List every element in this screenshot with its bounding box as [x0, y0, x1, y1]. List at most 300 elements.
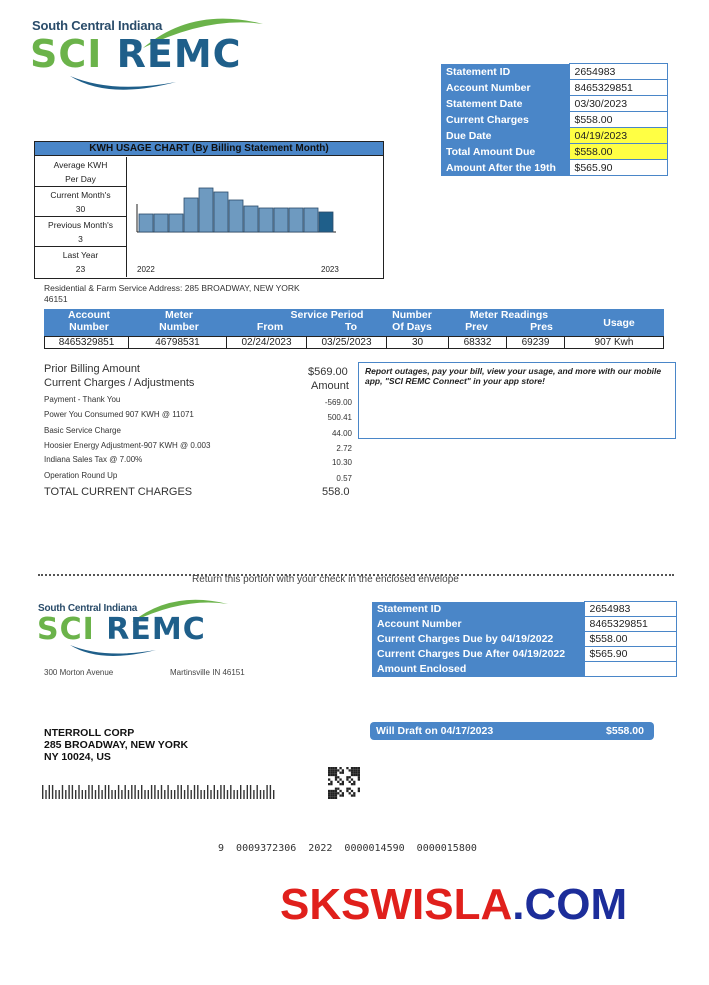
qr-module — [353, 781, 355, 783]
qr-module — [349, 792, 351, 794]
barcode-bar — [217, 790, 218, 799]
qr-module — [349, 769, 351, 771]
kwh-chart-title: KWH USAGE CHART (By Billing Statement Month) — [35, 142, 383, 156]
qr-module — [351, 772, 353, 774]
return-label: Current Charges Due After 04/19/2022 — [372, 647, 584, 662]
barcode-bar — [131, 785, 132, 799]
kwh-bar — [214, 192, 228, 232]
qr-module — [358, 788, 360, 790]
amount-header: Amount — [311, 380, 349, 392]
charge-item-label: Payment - Thank You — [44, 395, 121, 404]
return-label: Statement ID — [372, 602, 584, 617]
qr-module — [358, 769, 360, 771]
barcode-bar — [207, 785, 208, 799]
kwh-stat-value: 3 — [78, 233, 83, 244]
kwh-stat-value: 23 — [75, 264, 86, 274]
return-row — [372, 602, 676, 617]
barcode-bar — [72, 785, 73, 799]
hdr-pres: Pres — [530, 321, 553, 333]
statement-value: 04/19/2023 — [569, 128, 667, 144]
cut-line-text: Return this portion with your check in the enclosed envelope — [192, 574, 459, 585]
qr-module — [346, 778, 348, 780]
qr-module — [328, 783, 330, 785]
hdr-meter — [134, 309, 224, 333]
barcode-bar — [174, 790, 175, 799]
service-address — [44, 283, 300, 305]
qr-module — [330, 767, 332, 769]
qr-module — [333, 797, 335, 799]
statement-value: $565.90 — [569, 160, 667, 176]
qr-module — [358, 774, 360, 776]
kwh-bar — [304, 208, 318, 232]
barcode-bar — [167, 785, 168, 799]
statement-value: 8465329851 — [569, 80, 667, 96]
val-pres: 69239 — [507, 337, 565, 349]
scan-line: 9 0009372306 2022 0000014590 0000015800 — [218, 843, 477, 854]
return-value[interactable] — [584, 662, 676, 677]
hdr-days — [380, 309, 444, 333]
qr-module — [355, 772, 357, 774]
barcode-bar — [273, 790, 274, 799]
qr-module — [358, 772, 360, 774]
kwh-bar — [154, 214, 168, 232]
logo-sci: SCI — [30, 32, 103, 76]
barcode-bar — [230, 785, 231, 799]
barcode-bar — [115, 790, 116, 799]
barcode-bar — [266, 785, 267, 799]
qr-module — [337, 788, 339, 790]
kwh-bar — [259, 208, 273, 232]
barcode-bar — [65, 790, 66, 799]
qr-module — [351, 769, 353, 771]
barcode-bar — [141, 785, 142, 799]
qr-module — [330, 783, 332, 785]
hdr-days-1: Number — [392, 309, 432, 321]
qr-module — [335, 769, 337, 771]
return-address-right: Martinsville IN 46151 — [170, 668, 245, 677]
qr-module — [330, 794, 332, 796]
barcode-bar — [75, 790, 76, 799]
qr-module — [335, 792, 337, 794]
qr-module — [351, 778, 353, 780]
qr-module — [353, 792, 355, 794]
qr-module — [339, 772, 341, 774]
qr-module — [330, 792, 332, 794]
qr-code-icon — [328, 767, 360, 799]
qr-module — [339, 767, 341, 769]
kwh-stat-label2: Per Day — [65, 173, 96, 184]
qr-module — [335, 767, 337, 769]
qr-module — [349, 788, 351, 790]
barcode-bar — [144, 790, 145, 799]
barcode-bar — [49, 785, 50, 799]
company-logo — [28, 10, 268, 100]
barcode-bar — [240, 785, 241, 799]
qr-module — [335, 776, 337, 778]
barcode-bar — [194, 785, 195, 799]
qr-module — [335, 774, 337, 776]
statement-info-table — [441, 63, 668, 176]
qr-module — [358, 776, 360, 778]
account-table-header — [44, 309, 664, 337]
qr-module — [339, 783, 341, 785]
charge-item-label: Indiana Sales Tax @ 7.00% — [44, 455, 143, 464]
return-logo-remc: REMC — [106, 612, 206, 647]
qr-module — [335, 797, 337, 799]
return-value: $558.00 — [584, 632, 676, 647]
draft-bar — [370, 722, 654, 740]
statement-label: Total Amount Due — [441, 144, 569, 160]
barcode-bar — [95, 790, 96, 799]
barcode-bar — [42, 785, 43, 799]
kwh-stat-label: Current Month's — [50, 189, 111, 200]
kwh-x-end: 2023 — [321, 265, 339, 274]
customer-line1: NTERROLL CORP — [44, 727, 135, 739]
kwh-stat-label: Average KWH — [53, 159, 108, 170]
qr-module — [330, 790, 332, 792]
kwh-bar — [199, 188, 213, 232]
qr-module — [358, 790, 360, 792]
qr-module — [346, 790, 348, 792]
barcode-bar — [260, 790, 261, 799]
hdr-account-2: Number — [69, 321, 109, 333]
return-logo-wordmark — [37, 614, 206, 646]
watermark — [280, 880, 627, 930]
qr-module — [328, 792, 330, 794]
barcode-bar — [78, 785, 79, 799]
statement-row — [441, 64, 667, 80]
charge-item-value: 2.72 — [336, 444, 352, 453]
return-logo-top-text: South Central Indiana — [38, 603, 138, 614]
kwh-bar — [319, 212, 333, 232]
charge-item-label: Operation Round Up — [44, 471, 118, 480]
barcode-bar — [200, 790, 201, 799]
barcode-bar — [125, 785, 126, 799]
barcode-bar — [270, 785, 271, 799]
barcode-bar — [204, 790, 205, 799]
qr-module — [328, 794, 330, 796]
customer-address — [44, 727, 188, 763]
kwh-stat-label: Last Year — [62, 250, 99, 260]
barcode-bar — [134, 785, 135, 799]
return-value: 2654983 — [584, 602, 676, 617]
qr-module — [342, 781, 344, 783]
qr-module — [330, 774, 332, 776]
statement-label: Due Date — [441, 128, 569, 144]
qr-module — [353, 783, 355, 785]
watermark-red: SKSWISLA — [280, 880, 513, 929]
hdr-meter-1: Meter — [164, 309, 193, 321]
draft-label: Will Draft on 04/17/2023 — [376, 725, 494, 737]
statement-value: $558.00 — [569, 112, 667, 128]
return-address-left: 300 Morton Avenue — [44, 668, 114, 677]
val-prev: 68332 — [449, 337, 507, 349]
barcode-bar — [187, 785, 188, 799]
postal-barcode-icon — [42, 785, 282, 799]
kwh-stat-last-year — [35, 247, 127, 277]
barcode-bar — [68, 785, 69, 799]
qr-module — [342, 792, 344, 794]
kwh-usage-chart — [34, 141, 384, 279]
service-address-line2: 46151 — [44, 294, 68, 304]
total-charges-label: TOTAL CURRENT CHARGES — [44, 486, 193, 498]
barcode-bar — [164, 790, 165, 799]
charge-item-value: 10.30 — [331, 458, 352, 467]
qr-module — [330, 797, 332, 799]
charge-item-label: Hoosier Energy Adjustment-907 KWH @ 0.003 — [44, 441, 211, 450]
qr-module — [335, 788, 337, 790]
return-info-table — [372, 601, 677, 677]
qr-module — [330, 772, 332, 774]
qr-module — [333, 790, 335, 792]
barcode-bar — [247, 785, 248, 799]
hdr-from: From — [256, 321, 284, 333]
barcode-bar — [214, 785, 215, 799]
return-value: $565.90 — [584, 647, 676, 662]
qr-module — [328, 774, 330, 776]
kwh-stat-label: Previous Month's — [48, 219, 113, 230]
statement-row — [441, 80, 667, 96]
qr-module — [355, 767, 357, 769]
qr-module — [353, 772, 355, 774]
return-label: Current Charges Due by 04/19/2022 — [372, 632, 584, 647]
message-box — [358, 362, 676, 439]
qr-module — [351, 794, 353, 796]
barcode-bar — [220, 785, 221, 799]
barcode-bar — [62, 785, 63, 799]
current-charges-label: Current Charges / Adjustments — [44, 377, 195, 389]
qr-module — [333, 767, 335, 769]
barcode-bar — [253, 790, 254, 799]
message-text: Report outages, pay your bill, view your usage, and more with our mobile app, "SCI REMC Connect" in your app store! — [365, 366, 662, 386]
return-label: Account Number — [372, 617, 584, 632]
kwh-stat-previous — [35, 217, 127, 247]
charge-item-label: Power You Consumed 907 KWH @ 11071 — [44, 410, 194, 419]
barcode-bar — [138, 790, 139, 799]
barcode-bar — [118, 785, 119, 799]
qr-module — [337, 781, 339, 783]
statement-value: 03/30/2023 — [569, 96, 667, 112]
qr-module — [342, 783, 344, 785]
barcode-bar — [151, 785, 152, 799]
barcode-bar — [121, 790, 122, 799]
hdr-account-1: Account — [68, 309, 110, 321]
val-meter: 46798531 — [129, 337, 227, 349]
qr-module — [337, 776, 339, 778]
barcode-bar — [184, 790, 185, 799]
qr-module — [337, 792, 339, 794]
barcode-bar — [263, 790, 264, 799]
qr-module — [342, 794, 344, 796]
qr-module — [335, 794, 337, 796]
qr-module — [333, 792, 335, 794]
service-address-line1: Residential & Farm Service Address: 285 BROADWAY, NEW YORK — [44, 283, 300, 293]
val-from: 02/24/2023 — [227, 337, 307, 349]
barcode-bar — [92, 785, 93, 799]
statement-label: Amount After the 19th — [441, 160, 569, 176]
kwh-bar — [289, 208, 303, 232]
hdr-readings-label: Meter Readings — [469, 309, 549, 321]
qr-module — [351, 767, 353, 769]
qr-module — [339, 794, 341, 796]
barcode-bar — [105, 785, 106, 799]
qr-module — [335, 772, 337, 774]
hdr-service-period-label: Service Period — [290, 309, 364, 321]
barcode-bar — [128, 790, 129, 799]
statement-value: $558.00 — [569, 144, 667, 160]
hdr-meter-2: Number — [159, 321, 199, 333]
barcode-bar — [257, 785, 258, 799]
val-account: 8465329851 — [45, 337, 129, 349]
hdr-usage: Usage — [603, 317, 635, 329]
kwh-stat-value: 30 — [75, 203, 86, 214]
statement-row — [441, 144, 667, 160]
qr-module — [328, 772, 330, 774]
barcode-bar — [171, 790, 172, 799]
qr-module — [333, 769, 335, 771]
barcode-bar — [111, 790, 112, 799]
customer-line2: 285 BROADWAY, NEW YORK — [44, 739, 189, 751]
qr-module — [342, 772, 344, 774]
account-values-row — [44, 336, 664, 349]
qr-module — [330, 769, 332, 771]
kwh-x-start: 2022 — [137, 265, 155, 274]
qr-module — [351, 783, 353, 785]
statement-row — [441, 160, 667, 176]
qr-module — [333, 794, 335, 796]
barcode-bar — [88, 785, 89, 799]
kwh-stat-average — [35, 157, 127, 187]
kwh-stat-current — [35, 187, 127, 217]
barcode-bar — [101, 790, 102, 799]
statement-row — [441, 112, 667, 128]
barcode-bar — [177, 785, 178, 799]
barcode-bar — [154, 785, 155, 799]
barcode-bar — [250, 785, 251, 799]
hdr-account — [44, 309, 134, 333]
logo-top-text: South Central Indiana — [32, 18, 163, 33]
qr-module — [328, 790, 330, 792]
barcode-bar — [233, 790, 234, 799]
charge-item-value: 500.41 — [327, 413, 352, 422]
qr-module — [330, 781, 332, 783]
statement-value: 2654983 — [569, 64, 667, 80]
statement-label: Current Charges — [441, 112, 569, 128]
return-value: 8465329851 — [584, 617, 676, 632]
prior-billing-label: Prior Billing Amount — [44, 363, 140, 375]
barcode-bar — [52, 785, 53, 799]
barcode-bar — [243, 790, 244, 799]
qr-module — [342, 769, 344, 771]
qr-module — [353, 794, 355, 796]
return-logo — [36, 594, 236, 664]
qr-module — [355, 774, 357, 776]
qr-module — [346, 767, 348, 769]
charge-item-label: Basic Service Charge — [44, 426, 121, 435]
barcode-bar — [237, 790, 238, 799]
qr-module — [351, 790, 353, 792]
hdr-readings — [444, 309, 574, 333]
return-row — [372, 632, 676, 647]
qr-module — [328, 769, 330, 771]
barcode-bar — [224, 785, 225, 799]
barcode-bar — [181, 785, 182, 799]
kwh-bar — [184, 198, 198, 232]
statement-label: Statement ID — [441, 64, 569, 80]
kwh-bar — [274, 208, 288, 232]
qr-module — [337, 769, 339, 771]
customer-line3: NY 10024, US — [44, 751, 111, 763]
draft-amount: $558.00 — [606, 725, 644, 737]
barcode-bar — [85, 790, 86, 799]
kwh-bar — [139, 214, 153, 232]
return-row — [372, 662, 676, 677]
qr-module — [353, 767, 355, 769]
qr-module — [328, 797, 330, 799]
qr-module — [358, 778, 360, 780]
qr-module — [333, 774, 335, 776]
statement-row — [441, 96, 667, 112]
qr-module — [358, 767, 360, 769]
qr-module — [351, 774, 353, 776]
qr-module — [339, 790, 341, 792]
barcode-bar — [161, 785, 162, 799]
logo-wordmark — [30, 34, 242, 74]
charge-item-value: 44.00 — [331, 429, 352, 438]
qr-module — [328, 767, 330, 769]
statement-label: Account Number — [441, 80, 569, 96]
barcode-bar — [59, 790, 60, 799]
statement-row — [441, 128, 667, 144]
prior-billing-value: $569.00 — [308, 366, 348, 378]
hdr-service-period — [226, 309, 388, 333]
watermark-blue: .COM — [512, 880, 628, 929]
qr-module — [335, 790, 337, 792]
barcode-bar — [158, 790, 159, 799]
qr-module — [353, 774, 355, 776]
qr-module — [346, 788, 348, 790]
barcode-bar — [108, 785, 109, 799]
hdr-days-2: Of Days — [392, 321, 432, 333]
hdr-prev: Prev — [465, 321, 488, 333]
return-label: Amount Enclosed — [372, 662, 584, 677]
charge-item-value: 0.57 — [336, 474, 352, 483]
barcode-bar — [45, 790, 46, 799]
return-row — [372, 617, 676, 632]
barcode-bar — [55, 790, 56, 799]
barcode-bar — [98, 785, 99, 799]
kwh-bar — [244, 206, 258, 232]
barcode-bar — [197, 785, 198, 799]
kwh-stats-column — [35, 157, 127, 277]
kwh-bar-plot — [131, 158, 381, 262]
barcode-bar — [210, 790, 211, 799]
qr-module — [349, 781, 351, 783]
qr-module — [355, 769, 357, 771]
hdr-to: To — [345, 321, 358, 333]
barcode-bar — [227, 790, 228, 799]
barcode-bar — [148, 790, 149, 799]
kwh-bar — [229, 200, 243, 232]
qr-module — [339, 778, 341, 780]
qr-module — [346, 776, 348, 778]
return-logo-sci: SCI — [37, 612, 95, 647]
val-to: 03/25/2023 — [307, 337, 387, 349]
kwh-bar — [169, 214, 183, 232]
qr-module — [349, 776, 351, 778]
qr-module — [333, 772, 335, 774]
qr-module — [335, 778, 337, 780]
